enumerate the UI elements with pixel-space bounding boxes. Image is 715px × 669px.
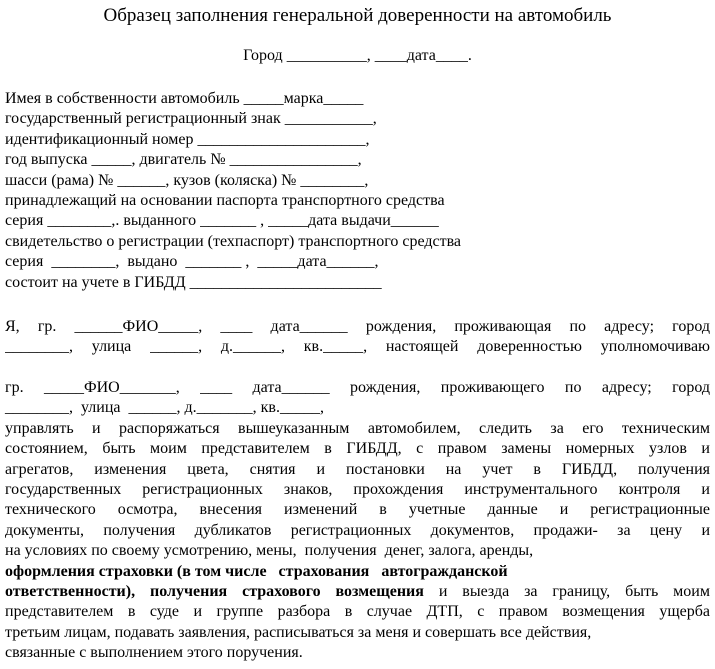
vehicle-line: Имея в собственности автомобиль _____марка_____ xyxy=(5,90,364,107)
agent-line: состоянием, быть моим представителем в ГИБДД, с правом замены номерных узлов и xyxy=(5,440,710,458)
agent-line: ________, улица ______, д._______, кв._____, xyxy=(5,399,324,417)
vehicle-line: свидетельство о регистрации (техпаспорт) транспортного средства xyxy=(5,232,462,250)
vehicle-line: состоит на учете в ГИБДД ________________________ xyxy=(5,273,382,291)
agent-line: ответственности), получения страхового возмещения и выезда за границу, быть моим xyxy=(5,582,710,600)
vehicle-line: год выпуска _____, двигатель № ________________, xyxy=(5,151,362,169)
agent-line: гр. _____ФИО_______, ____ дата______ рождения, проживающего по адресу; город xyxy=(5,379,710,396)
page-title: Образец заполнения генеральной доверенности на автомобиль xyxy=(103,5,612,26)
agent-line: государственных регистрационных знаков, прохождения инструментального контроля и xyxy=(5,480,710,498)
agent-line-bold-part: ответственности), получения страхового возмещения xyxy=(5,582,424,600)
vehicle-line: серия ________,. выданного _______ , _____дата выдачи______ xyxy=(5,212,439,230)
agent-line: оформления страховки (в том числе страхования автогражданской xyxy=(5,562,508,580)
vehicle-line: серия ________, выдано _______ , _____дата______, xyxy=(5,253,379,271)
principal-line: Я, гр. ______ФИО_____, ____ дата______ рождения, проживающая по адресу; город xyxy=(5,318,710,335)
vehicle-line: государственный регистрационный знак ___________, xyxy=(5,110,377,128)
agent-line: представителем в суде и группе разбора в случае ДТП, с правом возмещения ущерба xyxy=(5,603,710,621)
agent-line: агрегатов, изменения цвета, снятия и постановки на учет в ГИБДД, получения xyxy=(5,460,710,478)
vehicle-details-block xyxy=(5,89,710,293)
vehicle-line: принадлежащий на основании паспорта транспортного средства xyxy=(5,191,445,209)
agent-line: документы, получения дубликатов регистрационных документов, продажи- за цену и xyxy=(5,521,710,539)
city-date-line: Город __________, ____дата____. xyxy=(243,47,472,64)
vehicle-line: идентификационный номер _____________________, xyxy=(5,130,370,148)
agent-line: технического осмотра, внесения изменений в учетные данные и регистрационные xyxy=(5,501,710,519)
agent-line: связанные с выполнением этого поручения. xyxy=(5,644,303,662)
agent-line: управлять и распоряжаться вышеуказанным автомобилем, следить за его техническим xyxy=(5,419,710,437)
agent-line: третьим лицам, подавать заявления, расписываться за меня и совершать все действия, xyxy=(5,623,592,641)
agent-powers-block xyxy=(5,378,710,663)
agent-line: на условиях по своему усмотрению, мены, получения денег, залога, аренды, xyxy=(5,542,534,560)
principal-block xyxy=(5,317,710,358)
vehicle-line: шасси (рама) № ______, кузов (коляска) № ________, xyxy=(5,171,369,189)
principal-line: ________, улица ______, д.______, кв._____, настоящей доверенностью уполномочиваю xyxy=(5,338,710,356)
